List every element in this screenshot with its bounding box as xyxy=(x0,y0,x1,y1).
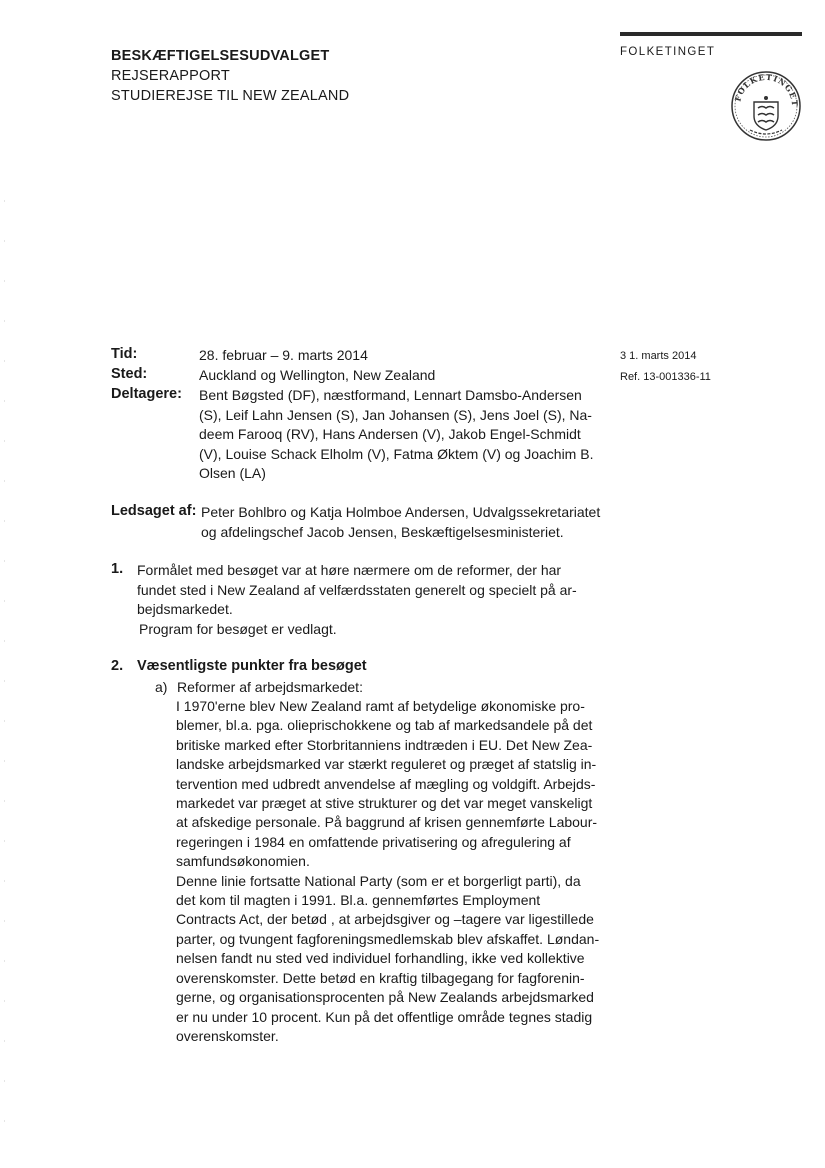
body-line: regeringen i 1984 en omfattende privatisering og afregulering af xyxy=(176,833,571,850)
program-note: Program for besøget er vedlagt. xyxy=(139,620,337,637)
body-line: overenskomster. Dette betød en kraftig tilbagegang for fagforenin- xyxy=(176,969,585,986)
tid-label: Tid: xyxy=(111,346,138,362)
body-line: overenskomster. xyxy=(176,1027,279,1044)
document-header xyxy=(111,46,349,106)
institution-name: FOLKETINGET xyxy=(620,46,716,58)
section-2-title: Væsentligste punkter fra besøget xyxy=(137,658,367,674)
body-line: parter, og tvungent fagforeningsmedlemskab blev afskaffet. Løndan- xyxy=(176,930,600,947)
deltagere-list xyxy=(199,386,599,484)
body-line: landske arbejdsmarked var stærkt reguleret og præget af statslig in- xyxy=(176,756,597,773)
section-2-number: 2. xyxy=(111,658,124,674)
document-type: REJSERAPPORT xyxy=(111,68,230,84)
header-rule xyxy=(620,32,802,36)
body-line: britiske marked efter Storbritanniens indtræden i EU. Det New Zea- xyxy=(176,736,593,753)
ledsaget-list xyxy=(201,503,611,542)
subsection-a-label: a) xyxy=(155,679,168,695)
body-line: det kom til magten i 1991. Bl.a. gennemførtes Employment xyxy=(176,892,541,909)
body-line: gerne, og organisationsprocenten på New Zealands arbejdsmarked xyxy=(176,989,594,1006)
scan-edge-marks xyxy=(4,200,5,1160)
svg-text:FOLKETINGET: FOLKETINGET xyxy=(732,71,801,108)
ledsaget-line: og afdelingschef Jacob Jensen, Beskæftigelsesministeriet. xyxy=(201,523,564,540)
document-date: 3 1. marts 2014 xyxy=(620,350,697,362)
ledsaget-label: Ledsaget af: xyxy=(111,503,197,519)
body-line: er nu under 10 procent. Kun på det offentlige område tegnes stadig xyxy=(176,1008,593,1025)
body-line: I 1970'erne blev New Zealand ramt af betydelige økonomiske pro- xyxy=(176,698,585,714)
sted-label: Sted: xyxy=(111,366,148,382)
body-line: tervention med udbredt anvendelse af mægling og voldgift. Arbejds- xyxy=(176,775,596,792)
sted-value: Auckland og Wellington, New Zealand xyxy=(199,367,436,383)
document-reference: Ref. 13-001336-11 xyxy=(620,371,711,383)
ledsaget-line: Peter Bohlbro og Katja Holmboe Andersen, Udvalgssekretariatet xyxy=(201,504,601,520)
section-1-line: Formålet med besøget var at høre nærmere om de reformer, der har xyxy=(137,562,562,578)
section-1-number: 1. xyxy=(111,561,124,577)
subsection-a-title: Reformer af arbejdsmarkedet: xyxy=(177,679,363,695)
deltagere-label: Deltagere: xyxy=(111,386,182,402)
body-line: Denne linie fortsatte National Party (som er et borgerligt parti), da xyxy=(176,872,581,889)
body-line: markedet var præget at stive strukturer og det var meget vanskeligt xyxy=(176,795,593,812)
body-line: samfundsøkonomien. xyxy=(176,853,310,870)
folketinget-seal-logo xyxy=(730,70,802,142)
tid-value: 28. februar – 9. marts 2014 xyxy=(199,347,368,363)
deltagere-line: Bent Bøgsted (DF), næstformand, Lennart Damsbo-Andersen xyxy=(199,387,582,403)
body-line: blemer, bl.a. pga. olieprischokkene og tab af markedsandele på det xyxy=(176,717,593,734)
section-1-line: bejdsmarkedet. xyxy=(137,601,233,617)
body-line: at afskedige personale. På baggrund af krisen gennemførte Labour- xyxy=(176,814,598,831)
deltagere-line: Olsen (LA) xyxy=(199,465,266,481)
body-line: nelsen fandt nu sted ved individuel forhandling, ikke ved kollektive xyxy=(176,950,585,967)
subsection-a-body xyxy=(176,697,600,1046)
committee-name: BESKÆFTIGELSESUDVALGET xyxy=(111,48,330,64)
document-subject: STUDIEREJSE TIL NEW ZEALAND xyxy=(111,88,350,104)
body-line: Contracts Act, der betød , at arbejdsgiver og –tagere var ligestillede xyxy=(176,911,594,928)
section-1-text xyxy=(137,561,577,639)
section-1-line: fundet sted i New Zealand af velfærdsstaten generelt og specielt på ar- xyxy=(137,581,577,598)
deltagere-line: deem Farooq (RV), Hans Andersen (V), Jakob Engel-Schmidt xyxy=(199,426,581,442)
deltagere-line: (S), Leif Lahn Jensen (S), Jan Johansen (S), Jens Joel (S), Na- xyxy=(199,406,592,423)
deltagere-line: (V), Louise Schack Elholm (V), Fatma Øktem (V) og Joachim B. xyxy=(199,445,594,462)
